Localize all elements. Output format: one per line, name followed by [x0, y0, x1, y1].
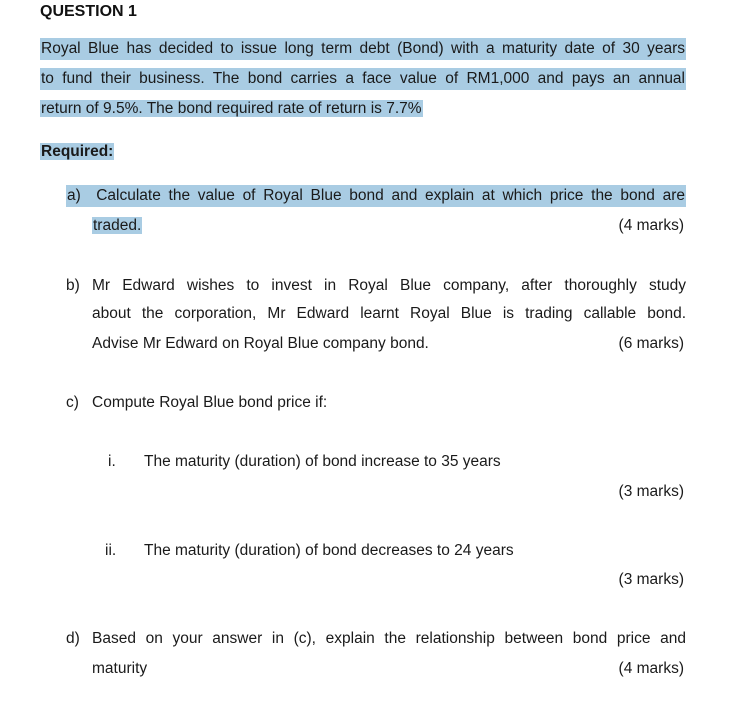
- intro-line-1: Royal Blue has decided to issue long term debt (Bond) with a maturity date of 30 years: [40, 38, 686, 60]
- part-c-ii-marks: (3 marks): [618, 571, 684, 588]
- part-c-text: Compute Royal Blue bond price if:: [92, 394, 328, 411]
- part-b-label: b): [66, 277, 80, 294]
- part-c-ii-label: ii.: [105, 542, 117, 559]
- required-heading: Required:: [41, 143, 114, 160]
- part-d-line-2: maturity: [92, 660, 148, 677]
- part-c-label: c): [66, 394, 79, 411]
- intro-line-3: return of 9.5%. The bond required rate of return is 7.7%: [41, 100, 422, 117]
- part-c-ii-text: The maturity (duration) of bond decreases to 24 years: [144, 542, 514, 559]
- part-a-label: a): [67, 187, 81, 204]
- part-b-line-3: Advise Mr Edward on Royal Blue company bond.: [92, 335, 429, 352]
- part-a-line-2: traded.: [93, 217, 142, 234]
- part-a-marks: (4 marks): [618, 217, 684, 234]
- part-b-marks: (6 marks): [618, 335, 684, 352]
- question-title: QUESTION 1: [40, 3, 137, 20]
- part-d-label: d): [66, 630, 80, 647]
- intro-line-2: to fund their business. The bond carries a face value of RM1,000 and pays an annual: [40, 68, 686, 90]
- part-c-i-text: The maturity (duration) of bond increase to 35 years: [144, 453, 501, 470]
- part-b-line-1: Mr Edward wishes to invest in Royal Blue company, after thoroughly study: [92, 277, 686, 294]
- part-d-marks: (4 marks): [618, 660, 684, 677]
- part-a-line-1: a) Calculate the value of Royal Blue bond and explain at which price the bond are: [66, 185, 686, 207]
- part-c-i-label: i.: [108, 453, 116, 470]
- part-b-line-2: about the corporation, Mr Edward learnt Royal Blue is trading callable bond.: [92, 305, 686, 322]
- part-d-line-1: Based on your answer in (c), explain the relationship between bond price and: [92, 630, 686, 647]
- part-c-i-marks: (3 marks): [618, 483, 684, 500]
